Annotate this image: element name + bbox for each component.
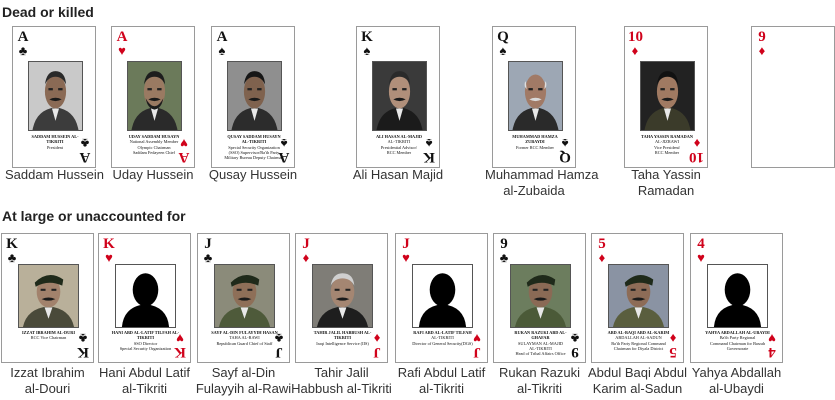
card-suit-icon: ♣ [274,331,284,346]
card-suit-icon: ♥ [768,331,776,346]
card-rank: A [278,149,290,165]
card-rank: K [423,149,435,165]
portrait-photo [214,264,275,328]
caption-line: Olympic Chairman [137,144,171,150]
card-rank: 9 [571,344,579,360]
caption-line: UDAY SADDAM HUSAYN [128,134,180,139]
playing-card[interactable] [624,26,708,168]
card-caption [637,134,697,155]
card-rank: 10 [689,149,704,165]
caption-line: TAHA YASSIN RAMADAN [641,134,693,139]
card-caption [25,134,85,150]
card-rank: J [402,236,410,252]
card-corner-top [496,30,510,57]
card-row-at-large [0,233,782,400]
card-caption [506,330,575,357]
caption-line: MUHAMMAD HAMZA ZUBAYDI [512,134,558,145]
caption-line: National Assembly Member [129,139,179,145]
card-corner-top [399,237,413,264]
playing-card[interactable] [690,233,783,363]
caption-line: Special Security Organization [228,144,280,150]
playing-card[interactable] [395,233,488,363]
playing-card[interactable] [211,26,295,168]
portrait-photo [508,61,563,131]
card-rank: A [17,29,29,45]
playing-card[interactable] [98,233,191,363]
person-name[interactable]: Sayf al-Din Fulayyih al-Rawi [195,365,292,396]
caption-line: ABDALLAH AL-SADUN [615,335,662,341]
card-suit-icon: ♥ [176,331,184,346]
card-corner-top [360,30,374,57]
silhouette-photo [412,264,473,328]
person-name[interactable]: Tahir Jalil Habbush al-Tikriti [291,365,392,396]
card-corner-top [628,30,642,57]
caption-line: AL-TIKRITI [431,335,454,341]
card-suit-icon: ♦ [373,331,381,346]
caption-line: HANI ABD AL-LATIF TILFAH AL-TIKRITI [111,330,180,341]
person-name[interactable]: Yahya Abdallah al-Ubaydi [691,365,782,396]
person-name[interactable]: Hani Abdul Latif al-Tikriti [98,365,191,396]
card-suit-icon: ♦ [598,250,606,265]
caption-line: Vice President/ [653,144,681,150]
card-caption [408,330,477,346]
person-name[interactable]: Qusay Hussein [208,167,298,182]
card-rank: A [79,149,91,165]
card-suit-icon: ♠ [561,136,569,151]
card-corner-top [755,30,769,57]
card-suit-icon: ♣ [78,331,88,346]
card-caption [111,330,180,351]
card-rank: J [302,236,310,252]
card-rank: Q [497,29,509,45]
portrait-photo [18,264,79,328]
playing-card[interactable] [492,26,576,168]
card-suit-icon: ♠ [280,136,288,151]
caption-line: SADDAM HUSSEIN AL-TIKRITI [31,134,79,145]
card-rank: J [373,344,381,360]
caption-line: AL-TIKRITI [387,139,411,145]
card-rank: 10 [628,29,643,45]
portrait-photo [372,61,427,131]
portrait-photo [312,264,373,328]
caption-line: RCC Member [654,150,680,156]
card-suit-icon: ♦ [631,43,639,58]
card-suit-icon: ♦ [302,250,310,265]
silhouette-photo [115,264,176,328]
card-suit-icon: ♥ [697,250,705,265]
person-name[interactable]: Uday Hussein [112,167,194,182]
card-rank: K [174,344,186,360]
card-rank: K [77,344,89,360]
caption-line: RCC Member [386,150,412,156]
card-suit-icon: ♣ [7,250,17,265]
caption-line: Ba'th Party Regional [719,335,756,341]
card-caption [308,330,377,346]
card-caption [224,134,284,161]
playing-card[interactable] [751,26,835,168]
caption-line: Saddam Fedayeen Chief [132,150,175,156]
caption-line: TAHA AL-RAWI [229,335,260,341]
card-caption [703,330,772,351]
card-suit-icon: ♦ [669,331,677,346]
card-suit-icon: ♠ [425,136,433,151]
caption-line: IZZAT IBRAHIM AL-DURI [21,330,76,335]
card-rank: 9 [758,29,766,45]
portrait-photo [608,264,669,328]
person-name[interactable]: Rukan Razuki al-Tikriti [499,365,580,396]
portrait-photo [127,61,182,131]
card-rank: K [103,236,115,252]
caption-line: QUSAY SADDAM HUSAYN AL-TIKRITI [227,134,281,145]
playing-card[interactable] [493,233,586,363]
card-rank: 5 [669,344,677,360]
caption-line: Command Chairman for Basrah [709,340,765,346]
caption-line: SULAYMAN AL-MAJID [517,340,564,346]
card-suit-icon: ♣ [80,136,90,151]
playing-card[interactable] [111,26,195,168]
card-rank: 4 [768,344,776,360]
card-rank: J [473,344,481,360]
card-corner-top [595,237,609,264]
caption-line: ALI HASAN AL-MAJID [375,134,423,139]
portrait-photo [28,61,83,131]
card-corner-top [16,30,30,57]
playing-card[interactable] [1,233,94,363]
card-corner-top [201,237,215,264]
card-rank: J [204,236,212,252]
caption-line: Presidential Advisor/ [380,144,418,150]
card-rank: Q [559,149,571,165]
person-name[interactable]: Taha Yassin Ramadan [631,167,701,198]
card-corner-top [102,237,116,264]
card-caption [210,330,279,346]
card-corner-top [497,237,511,264]
card-suit-icon: ♥ [180,136,188,151]
card-corner-top [299,237,313,264]
caption-line: RUKAN RAZUKI ABD AL-GHAFAR [514,330,567,341]
caption-line: SSO Director [133,340,158,346]
caption-line: AL-TIKRITI [529,346,552,352]
card-suit-icon: ♠ [363,43,371,58]
card-rank: J [275,344,283,360]
section-title-dead: Dead or killed [2,4,94,20]
card-rank: A [216,29,228,45]
card-suit-icon: ♣ [18,43,28,58]
card-suit-icon: ♣ [570,331,580,346]
caption-line: YAHYA ABDALLAH AL-UBAYDI [705,330,770,335]
card-rank: K [361,29,373,45]
card-corner-top [115,30,129,57]
card-suit-icon: ♣ [499,250,509,265]
caption-line: ABD AL-BAQI ABD AL-KARIM [607,330,670,335]
caption-line: Director of General Security(DGS) [412,340,473,346]
card-suit-icon: ♠ [218,43,226,58]
portrait-photo [227,61,282,131]
card-suit-icon: ♦ [758,43,766,58]
person-name[interactable]: Izzat Ibrahim al-Douri [10,365,85,396]
caption-line: President [47,144,63,150]
caption-line: (SSO) Supervisor/Ba'th Party [228,150,280,156]
card-suit-icon: ♥ [105,250,113,265]
caption-line: SAYF AL-DIN FULAYYIH HASAN [211,330,278,335]
card-caption [369,134,429,155]
caption-line: Republican Guard Chief of Staff [216,340,273,346]
card-rank: 5 [598,236,606,252]
playing-card[interactable] [12,26,96,168]
caption-line: Special Security Organization [119,346,172,352]
card-row-dead [0,26,766,198]
card-suit-icon: ♥ [473,331,481,346]
silhouette-photo [707,264,768,328]
card-caption [124,134,184,155]
card-caption [604,330,673,351]
person-name[interactable]: Muhammad Hamza al-Zubaida [485,167,599,198]
section-title-at-large: At large or unaccounted for [2,208,186,224]
person-name[interactable]: Rafi Abdul Latif al-Tikriti [397,365,486,396]
portrait-photo [510,264,571,328]
person-name[interactable]: Ali Hasan Majid [352,167,444,182]
card-corner-top [215,30,229,57]
card-suit-icon: ♠ [499,43,507,58]
card-rank: A [116,29,128,45]
card-suit-icon: ♥ [402,250,410,265]
caption-line: Head of Tribal Affairs Office [515,351,566,357]
caption-line: AL-JIZRAWI [655,139,679,145]
card-caption [14,330,83,341]
caption-line: Iraqi Intelligence Service (IIS) [316,340,369,346]
card-corner-top [694,237,708,264]
caption-line: Ba'th Party Regional Command [611,340,666,346]
card-rank: K [6,236,18,252]
caption-line: Military Bureau Deputy Chairman [224,155,284,161]
card-rank: A [178,149,190,165]
card-suit-icon: ♣ [203,250,213,265]
playing-card[interactable] [356,26,440,168]
caption-line: RAFI ABD AL-LATIF TILFAH [413,330,472,335]
playing-card[interactable] [197,233,290,363]
caption-line: RCC Vice Chairman [30,335,67,341]
person-name[interactable]: Saddam Hussein [5,167,104,182]
caption-line: TAHIR JALIL HABBUSH AL-TIKRITI [313,330,372,341]
card-suit-icon: ♦ [693,136,701,151]
caption-line: Governorate [726,346,749,352]
playing-card[interactable] [295,233,388,363]
person-name[interactable]: Abdul Baqi Abdul Karim al-Sadun [587,365,688,396]
portrait-photo [640,61,695,131]
playing-card[interactable] [591,233,684,363]
caption-line: Former RCC Member [516,144,554,150]
card-rank: 9 [500,236,508,252]
caption-line: Chairman for Diyala District [613,346,664,352]
card-corner-top [5,237,19,264]
card-suit-icon: ♥ [118,43,126,58]
card-rank: 4 [697,236,705,252]
card-caption [505,134,565,150]
